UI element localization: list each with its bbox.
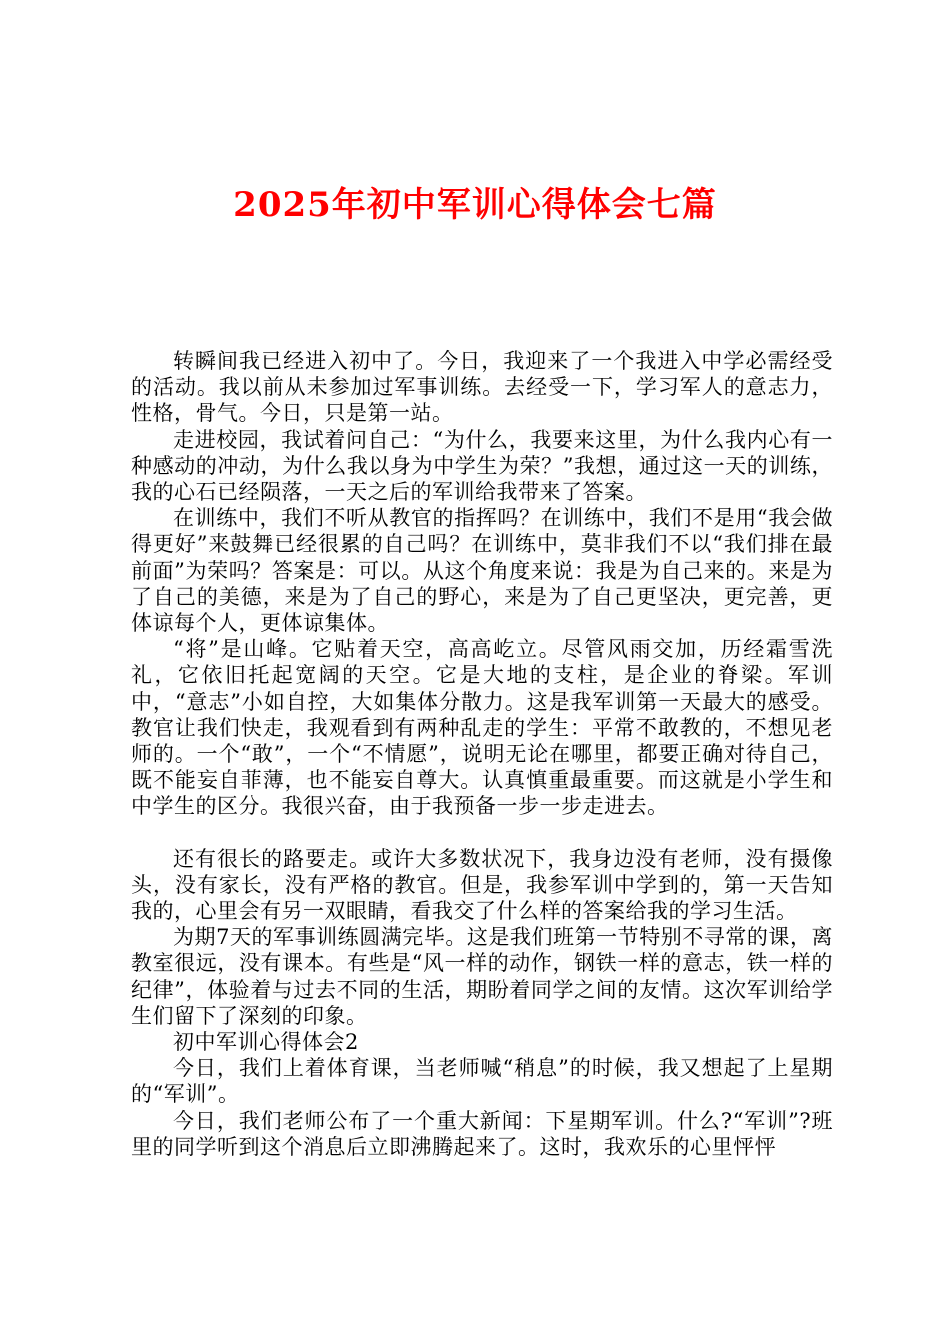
paragraph-8: 今日，我们老师公布了一个重大新闻：下星期军训。什么?“军训”?班里的同学听到这个消息后立即沸腾起来了。这时，我欢乐的心里怦怦 [131,1108,833,1159]
paragraph-1: 转瞬间我已经进入初中了。今日，我迎来了一个我进入中学必需经受的活动。我以前从未参加过军事训练。去经受一下，学习军人的意志力，性格，骨气。今日，只是第一站。 [131,349,833,426]
paragraph-7: 今日，我们上着体育课，当老师喊“稍息”的时候，我又想起了上星期的“军训”。 [131,1056,833,1107]
document-body [131,348,833,1160]
paragraph-3: 在训练中，我们不听从教官的指挥吗？在训练中，我们不是用“我会做得更好”来鼓舞已经很累的自己吗？在训练中，莫非我们不以“我们排在最前面”为荣吗？答案是：可以。从这个角度来说：我是为自己来的。来是为了自己的美德，来是为了自己的野心，来是为了自己更坚决，更完善，更体谅每个人，更体谅集体。 [131,506,833,636]
paragraph-5: 还有很长的路要走。或许大多数状况下，我身边没有老师，没有摄像头，没有家长，没有严格的教官。但是，我参军训中学到的，第一天告知我的，心里会有另一双眼睛，看我交了什么样的答案给我的学习生活。 [131,846,833,924]
document-title: 2025年初中军训心得体会七篇 [233,185,717,225]
section-heading: 初中军训心得体会2 [173,1030,359,1055]
paragraph-6: 为期7天的军事训练圆满完毕。这是我们班第一节特别不寻常的课，离教室很远，没有课本。有些是“风一样的动作，钢铁一样的意志，铁一样的纪律”，体验着与过去不同的生活，期盼着同学之间的友情。这次军训给学生们留下了深刻的印象。 [131,925,833,1028]
paragraph-2: 走进校园，我试着问自己：“为什么，我要来这里，为什么我内心有一种感动的冲动，为什么我以身为中学生为荣？”我想，通过这一天的训练，我的心石已经陨落，一天之后的军训给我带来了答案。 [131,427,833,505]
paragraph-4: “将”是山峰。它贴着天空，高高屹立。尽管风雨交加，历经霜雪洗礼，它依旧托起宽阔的天空。它是大地的支柱，是企业的脊梁。军训中，“意志”小如自控，大如集体分散力。这是我军训第一天最大的感受。教官让我们快走，我观看到有两种乱走的学生：平常不敢教的，不想见老师的。一个“敢”，一个“不情愿”，说明无论在哪里，都要正确对待自己，既不能妄自菲薄，也不能妄自尊大。认真慎重最重要。而这就是小学生和中学生的区分。我很兴奋，由于我预备一步一步走进去。 [131,637,833,819]
